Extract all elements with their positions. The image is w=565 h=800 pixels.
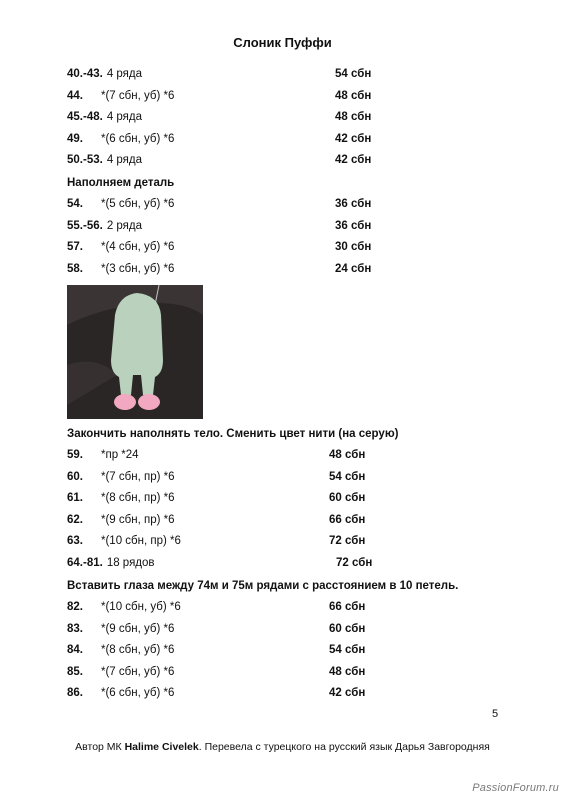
page-title: Слоник Пуффи (233, 35, 332, 50)
pattern-row (67, 152, 467, 168)
pattern-row (67, 88, 467, 104)
row-stitch-count: 42 сбн (335, 154, 372, 167)
row-stitch-count: 54 сбн (329, 470, 366, 483)
pattern-row (67, 109, 467, 125)
row-number: 58. (67, 262, 83, 275)
footer-author: Halime Civelek (124, 741, 199, 753)
row-number: 62. (67, 513, 83, 526)
row-instruction: *(6 сбн, уб) *6 (101, 132, 175, 145)
pattern-row (67, 621, 467, 637)
row-number: 45.-48. (67, 111, 103, 124)
row-stitch-count: 36 сбн (335, 219, 372, 232)
row-instruction: *(10 сбн, уб) *6 (101, 601, 181, 613)
row-stitch-count: 54 сбн (335, 68, 372, 80)
row-stitch-count: 60 сбн (329, 622, 366, 635)
row-instruction: *(7 сбн, уб) *6 (101, 665, 175, 678)
crochet-body-photo (67, 285, 203, 419)
row-instruction: *(8 сбн, пр) *6 (101, 492, 175, 505)
row-stitch-count: 66 сбн (329, 601, 366, 613)
row-instruction: *(10 сбн, пр) *6 (101, 535, 181, 548)
row-instruction: *(3 сбн, уб) *6 (101, 262, 175, 275)
row-stitch-count: 42 сбн (329, 687, 366, 700)
row-stitch-count: 72 сбн (329, 535, 366, 548)
row-instruction: *(6 сбн, уб) *6 (101, 687, 175, 700)
row-instruction: *(9 сбн, уб) *6 (101, 622, 175, 635)
row-instruction: 4 ряда (106, 68, 143, 80)
row-stitch-count: 48 сбн (329, 665, 366, 678)
row-number: 83. (67, 622, 83, 635)
row-number: 55.-56. (67, 219, 103, 232)
row-instruction: 18 рядов (106, 557, 155, 569)
pattern-row (67, 131, 467, 147)
footer-prefix: Автор МК (75, 741, 125, 753)
pattern-row (67, 218, 467, 234)
row-stitch-count: 72 сбн (336, 557, 373, 569)
footer-suffix: . Перевела с турецкого на русский язык Дарья Завгородняя (198, 741, 490, 753)
pattern-row (67, 469, 467, 485)
page-number: 5 (492, 708, 499, 720)
row-stitch-count: 66 сбн (329, 513, 366, 526)
pattern-row (67, 555, 467, 571)
section-heading-fill: Наполняем деталь (67, 177, 175, 189)
pattern-row (67, 664, 467, 680)
row-stitch-count: 42 сбн (335, 132, 372, 145)
row-instruction: *(9 сбн, пр) *6 (101, 513, 175, 526)
row-stitch-count: 54 сбн (329, 644, 366, 657)
row-instruction: 4 ряда (106, 111, 143, 124)
pattern-row (67, 490, 467, 506)
row-stitch-count: 36 сбн (335, 198, 372, 210)
row-number: 60. (67, 470, 83, 483)
pattern-row (67, 239, 467, 255)
row-instruction: *(5 сбн, уб) *6 (101, 198, 175, 210)
row-instruction: 4 ряда (106, 154, 143, 167)
section-heading-color: Закончить наполнять тело. Сменить цвет нити (на серую) (67, 428, 399, 440)
row-number: 57. (67, 241, 83, 254)
row-stitch-count: 60 сбн (329, 492, 366, 505)
row-number: 85. (67, 665, 83, 678)
row-number: 44. (67, 89, 83, 102)
row-number: 86. (67, 687, 83, 700)
row-stitch-count: 30 сбн (335, 241, 372, 254)
pattern-row (67, 512, 467, 528)
row-instruction: *(4 сбн, уб) *6 (101, 241, 175, 254)
row-instruction: *(7 сбн, пр) *6 (101, 470, 175, 483)
row-number: 61. (67, 492, 83, 505)
photo-illustration (67, 285, 203, 419)
row-number: 59. (67, 449, 83, 461)
row-instruction: 2 ряда (106, 219, 143, 232)
row-number: 82. (67, 601, 83, 613)
row-instruction: *пр *24 (101, 449, 139, 461)
row-instruction: *(8 сбн, уб) *6 (101, 644, 175, 657)
row-number: 84. (67, 644, 83, 657)
row-number: 40.-43. (67, 68, 103, 80)
row-number: 54. (67, 198, 83, 210)
row-number: 49. (67, 132, 83, 145)
watermark: PassionForum.ru (472, 782, 559, 794)
pattern-row (67, 599, 467, 615)
pattern-row (67, 533, 467, 549)
row-stitch-count: 24 сбн (335, 262, 372, 275)
row-stitch-count: 48 сбн (329, 449, 366, 461)
section-heading-eyes: Вставить глаза между 74м и 75м рядами с расстоянием в 10 петель. (67, 580, 459, 592)
pattern-row (67, 447, 467, 463)
row-instruction: *(7 сбн, уб) *6 (101, 89, 175, 102)
pattern-row (67, 66, 467, 82)
row-number: 50.-53. (67, 154, 103, 167)
row-number: 64.-81. (67, 557, 103, 569)
pattern-row (67, 685, 467, 701)
pattern-row (67, 642, 467, 658)
footer (0, 741, 565, 753)
row-stitch-count: 48 сбн (335, 89, 372, 102)
row-stitch-count: 48 сбн (335, 111, 372, 124)
pattern-row (67, 196, 467, 212)
pattern-row (67, 261, 467, 277)
row-number: 63. (67, 535, 83, 548)
